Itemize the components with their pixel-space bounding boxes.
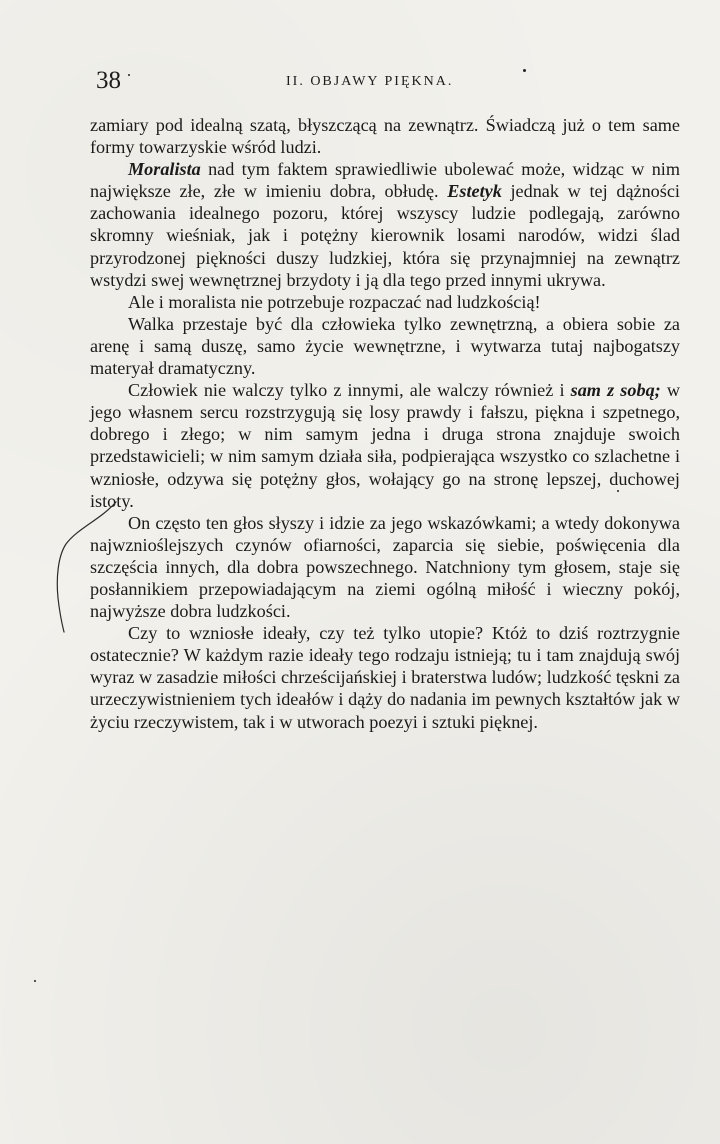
paragraph-7-text: Czy to wzniosłe ideały, czy też tylko utopie? Któż to dziś roztrzygnie ostatecznie? W każdym razie ideały tego rodzaju istnieją; tu i tam znajdują swój wyraz w zasadzie miłości chrześcijańskiej i braterstwa ludów; ludzkość tęskni za urzeczywistnieniem tych ideałów i dąży do nadania im pewnych kształtów jak w życiu rzeczywistem, tak i w utworach poezyi i sztuki pięknej.	[90, 623, 680, 732]
paragraph-1	[90, 114, 680, 158]
page-number: 38	[96, 67, 121, 94]
page-body	[90, 114, 680, 733]
paragraph-2-lead-2: Estetyk	[447, 181, 502, 202]
print-speck	[523, 69, 526, 72]
paragraph-6-text: On często ten głos słyszy i idzie za jego wskazówkami; a wtedy dokonywa najwznioślejszych czynów ofiarności, zaparcia się siebie, poświęcenia dla szczęścia innych, dla dobra powszechnego. Natchniony tym głosem, staje się posłannikiem przepowiadającym na ziemi ogólną miłość i wieczny pokój, najwyższe dobra ludzkości.	[90, 512, 680, 622]
paragraph-2-text-1: nad tym faktem sprawiedliwie ubolewać może, widząc w nim największe złe, złe w imieniu dobra, obłudę.	[90, 159, 680, 202]
paragraph-2	[90, 158, 680, 291]
page-header	[96, 66, 676, 100]
paragraph-3-text: Ale i moralista nie potrzebuje rozpaczać nad ludzkością!	[128, 291, 541, 312]
running-title: II. OBJAWY PIĘKNA.	[286, 74, 454, 89]
paragraph-3	[90, 291, 680, 313]
paragraph-5-emphasis: sam z sobą;	[570, 380, 661, 401]
paragraph-2-text-2: jednak w tej dążności zachowania idealnego pozoru, której wszyscy ludzie podlegają, zarówno skromny wieśniak, jak i potężny kierownik losami narodów, widzi ślad przyrodzonej piękności duszy ludzkiej, która się przynajmniej na zewnątrz wstydzi swej wewnętrznej brzydoty i ją dla tego przed innymi ukrywa.	[90, 181, 680, 290]
paragraph-1-text: zamiary pod idealną szatą, błyszczącą na zewnątrz. Świadczą już o tem same formy towarzyskie wśród ludzi.	[90, 115, 680, 158]
paragraph-2-lead: Moralista	[128, 159, 201, 180]
print-speck	[34, 980, 36, 982]
paragraph-5-text-1: Człowiek nie walczy tylko z innymi, ale walczy również i	[128, 380, 571, 401]
paragraph-5-text-2: w jego własnem sercu rozstrzygują się losy prawdy i fałszu, piękna i szpetnego, dobrego i złego; w nim samym jedna i druga strona znajduje swoich przedstawicieli; w nim samym działa siła, podpierająca wszystko co szlachetne i wzniosłe, odzywa się potężny głos, wołający go na stronę lepszej, duchowej istoty.	[90, 380, 681, 511]
print-speck	[617, 490, 619, 492]
paragraph-6	[90, 512, 680, 622]
print-speck	[128, 74, 130, 76]
paragraph-7	[90, 622, 680, 732]
paragraph-5	[90, 379, 680, 512]
paragraph-4	[90, 313, 680, 379]
paragraph-4-text: Walka przestaje być dla człowieka tylko zewnętrzną, a obiera sobie za arenę i samą duszę, samo życie wewnętrzne, i wytwarza tutaj najbogatszy materyał dramatyczny.	[90, 313, 680, 379]
